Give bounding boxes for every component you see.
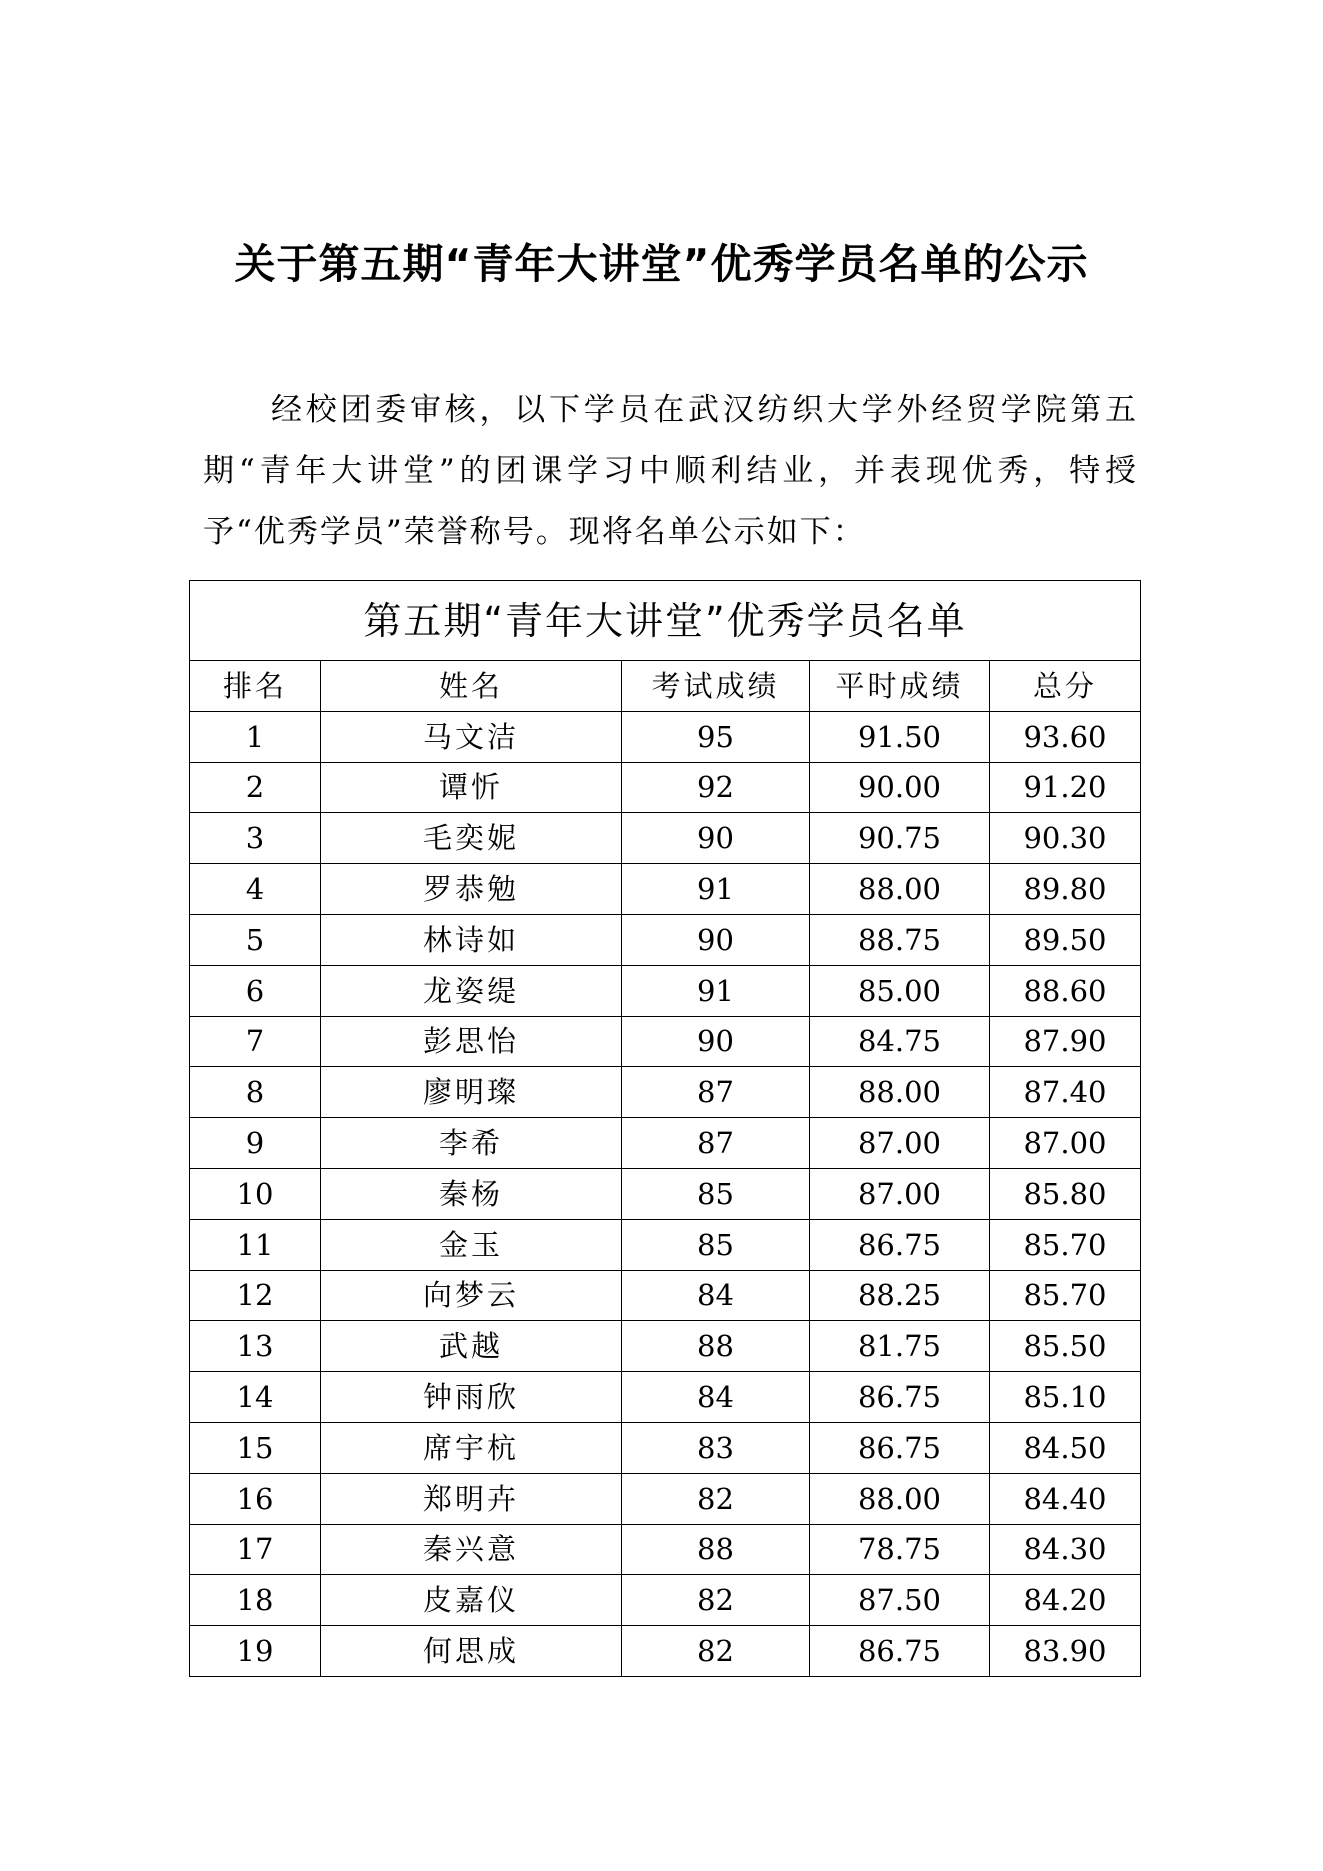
cell-exam-score: 85 bbox=[622, 1168, 810, 1219]
cell-exam-score: 90 bbox=[622, 1016, 810, 1067]
cell-exam-score: 92 bbox=[622, 762, 810, 813]
cell-total-score: 88.60 bbox=[990, 965, 1141, 1016]
cell-exam-score: 95 bbox=[622, 711, 810, 762]
cell-name: 席宇杭 bbox=[321, 1422, 622, 1473]
table-row bbox=[190, 1118, 1141, 1169]
cell-rank: 8 bbox=[190, 1067, 321, 1118]
cell-regular-score: 88.00 bbox=[810, 1473, 990, 1524]
cell-total-score: 83.90 bbox=[990, 1626, 1141, 1677]
cell-regular-score: 88.25 bbox=[810, 1270, 990, 1321]
table-row bbox=[190, 813, 1141, 864]
table-row bbox=[190, 1270, 1141, 1321]
cell-name: 李希 bbox=[321, 1118, 622, 1169]
cell-total-score: 89.80 bbox=[990, 864, 1141, 915]
table-row bbox=[190, 1524, 1141, 1575]
cell-exam-score: 84 bbox=[622, 1372, 810, 1423]
cell-rank: 13 bbox=[190, 1321, 321, 1372]
table-row bbox=[190, 1473, 1141, 1524]
cell-regular-score: 84.75 bbox=[810, 1016, 990, 1067]
cell-regular-score: 90.00 bbox=[810, 762, 990, 813]
table-body bbox=[190, 711, 1141, 1676]
cell-rank: 14 bbox=[190, 1372, 321, 1423]
cell-name: 罗恭勉 bbox=[321, 864, 622, 915]
cell-exam-score: 87 bbox=[622, 1067, 810, 1118]
cell-total-score: 85.70 bbox=[990, 1219, 1141, 1270]
table-row bbox=[190, 1575, 1141, 1626]
cell-total-score: 85.80 bbox=[990, 1168, 1141, 1219]
cell-total-score: 93.60 bbox=[990, 711, 1141, 762]
cell-name: 彭思怡 bbox=[321, 1016, 622, 1067]
table-row bbox=[190, 1422, 1141, 1473]
table-row bbox=[190, 1219, 1141, 1270]
cell-regular-score: 78.75 bbox=[810, 1524, 990, 1575]
cell-exam-score: 85 bbox=[622, 1219, 810, 1270]
cell-rank: 11 bbox=[190, 1219, 321, 1270]
table-row bbox=[190, 1067, 1141, 1118]
table-header-row bbox=[190, 661, 1141, 712]
cell-name: 林诗如 bbox=[321, 914, 622, 965]
cell-exam-score: 82 bbox=[622, 1626, 810, 1677]
cell-name: 钟雨欣 bbox=[321, 1372, 622, 1423]
cell-name: 马文洁 bbox=[321, 711, 622, 762]
cell-name: 毛奕妮 bbox=[321, 813, 622, 864]
cell-name: 廖明璨 bbox=[321, 1067, 622, 1118]
cell-rank: 17 bbox=[190, 1524, 321, 1575]
cell-name: 秦兴意 bbox=[321, 1524, 622, 1575]
cell-total-score: 84.30 bbox=[990, 1524, 1141, 1575]
cell-exam-score: 90 bbox=[622, 813, 810, 864]
cell-rank: 12 bbox=[190, 1270, 321, 1321]
cell-total-score: 84.40 bbox=[990, 1473, 1141, 1524]
cell-regular-score: 86.75 bbox=[810, 1372, 990, 1423]
cell-total-score: 85.10 bbox=[990, 1372, 1141, 1423]
cell-name: 金玉 bbox=[321, 1219, 622, 1270]
cell-regular-score: 86.75 bbox=[810, 1219, 990, 1270]
cell-exam-score: 91 bbox=[622, 864, 810, 915]
cell-exam-score: 90 bbox=[622, 914, 810, 965]
cell-name: 何思成 bbox=[321, 1626, 622, 1677]
table-row bbox=[190, 914, 1141, 965]
cell-rank: 18 bbox=[190, 1575, 321, 1626]
cell-name: 龙姿缇 bbox=[321, 965, 622, 1016]
cell-regular-score: 87.00 bbox=[810, 1168, 990, 1219]
cell-total-score: 89.50 bbox=[990, 914, 1141, 965]
table-title: 第五期“青年大讲堂”优秀学员名单 bbox=[190, 581, 1141, 661]
cell-name: 向梦云 bbox=[321, 1270, 622, 1321]
document-title: 关于第五期“青年大讲堂”优秀学员名单的公示 bbox=[234, 240, 1089, 288]
cell-total-score: 87.00 bbox=[990, 1118, 1141, 1169]
header-rank: 排名 bbox=[190, 661, 321, 712]
cell-total-score: 91.20 bbox=[990, 762, 1141, 813]
cell-rank: 2 bbox=[190, 762, 321, 813]
table-row bbox=[190, 965, 1141, 1016]
cell-rank: 9 bbox=[190, 1118, 321, 1169]
cell-total-score: 90.30 bbox=[990, 813, 1141, 864]
cell-rank: 10 bbox=[190, 1168, 321, 1219]
cell-name: 武越 bbox=[321, 1321, 622, 1372]
header-exam-score: 考试成绩 bbox=[622, 661, 810, 712]
cell-exam-score: 88 bbox=[622, 1524, 810, 1575]
table-row bbox=[190, 762, 1141, 813]
cell-rank: 6 bbox=[190, 965, 321, 1016]
cell-regular-score: 85.00 bbox=[810, 965, 990, 1016]
intro-paragraph: 经校团委审核，以下学员在武汉纺织大学外经贸学院第五期“青年大讲堂”的团课学习中顺利结业，并表现优秀，特授予“优秀学员”荣誉称号。现将名单公示如下： bbox=[203, 392, 1138, 550]
cell-exam-score: 82 bbox=[622, 1575, 810, 1626]
cell-exam-score: 87 bbox=[622, 1118, 810, 1169]
cell-exam-score: 82 bbox=[622, 1473, 810, 1524]
table-row bbox=[190, 1372, 1141, 1423]
cell-exam-score: 91 bbox=[622, 965, 810, 1016]
results-table bbox=[189, 580, 1141, 1677]
cell-regular-score: 90.75 bbox=[810, 813, 990, 864]
cell-regular-score: 81.75 bbox=[810, 1321, 990, 1372]
header-regular-score: 平时成绩 bbox=[810, 661, 990, 712]
header-total-score: 总分 bbox=[990, 661, 1141, 712]
cell-regular-score: 86.75 bbox=[810, 1422, 990, 1473]
cell-total-score: 85.50 bbox=[990, 1321, 1141, 1372]
table-row bbox=[190, 1016, 1141, 1067]
cell-rank: 16 bbox=[190, 1473, 321, 1524]
cell-total-score: 87.40 bbox=[990, 1067, 1141, 1118]
cell-regular-score: 86.75 bbox=[810, 1626, 990, 1677]
header-name: 姓名 bbox=[321, 661, 622, 712]
cell-exam-score: 83 bbox=[622, 1422, 810, 1473]
cell-rank: 1 bbox=[190, 711, 321, 762]
cell-total-score: 84.20 bbox=[990, 1575, 1141, 1626]
table-row bbox=[190, 1321, 1141, 1372]
cell-name: 皮嘉仪 bbox=[321, 1575, 622, 1626]
cell-rank: 5 bbox=[190, 914, 321, 965]
table-row bbox=[190, 1168, 1141, 1219]
cell-rank: 19 bbox=[190, 1626, 321, 1677]
cell-rank: 15 bbox=[190, 1422, 321, 1473]
cell-total-score: 84.50 bbox=[990, 1422, 1141, 1473]
table-row bbox=[190, 864, 1141, 915]
table-row bbox=[190, 1626, 1141, 1677]
cell-regular-score: 88.00 bbox=[810, 864, 990, 915]
cell-regular-score: 88.00 bbox=[810, 1067, 990, 1118]
cell-rank: 3 bbox=[190, 813, 321, 864]
cell-regular-score: 91.50 bbox=[810, 711, 990, 762]
cell-total-score: 85.70 bbox=[990, 1270, 1141, 1321]
cell-rank: 7 bbox=[190, 1016, 321, 1067]
cell-rank: 4 bbox=[190, 864, 321, 915]
cell-regular-score: 88.75 bbox=[810, 914, 990, 965]
cell-exam-score: 88 bbox=[622, 1321, 810, 1372]
cell-name: 谭忻 bbox=[321, 762, 622, 813]
cell-exam-score: 84 bbox=[622, 1270, 810, 1321]
table-row bbox=[190, 711, 1141, 762]
cell-name: 郑明卉 bbox=[321, 1473, 622, 1524]
cell-total-score: 87.90 bbox=[990, 1016, 1141, 1067]
cell-name: 秦杨 bbox=[321, 1168, 622, 1219]
cell-regular-score: 87.00 bbox=[810, 1118, 990, 1169]
cell-regular-score: 87.50 bbox=[810, 1575, 990, 1626]
table-title-row bbox=[190, 581, 1141, 661]
